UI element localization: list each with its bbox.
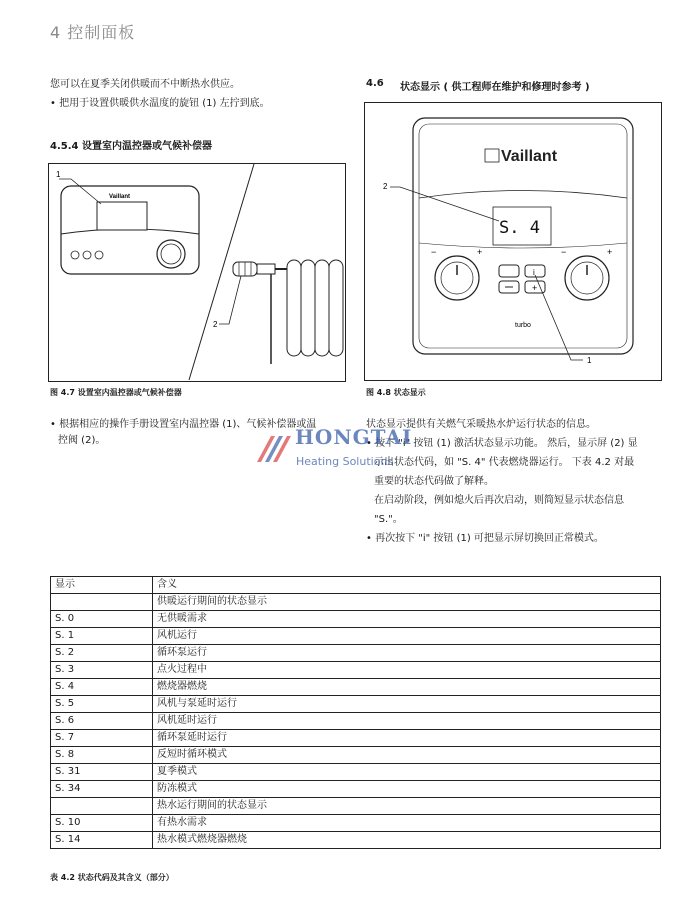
callout-1-label: 1: [56, 170, 61, 179]
table-row: [51, 713, 661, 730]
info-button-bullet-line1: • 按下 "i" 按钮 (1) 激活状态显示功能。 然后，显示屏 (2) 显: [366, 438, 638, 449]
table-row: [51, 764, 661, 781]
status-meaning-cell: 防冻模式: [153, 781, 661, 798]
status-code-cell: S. 5: [51, 696, 153, 713]
table-row: [51, 645, 661, 662]
figure-4-8-caption: 图 4.8 状态显示: [366, 388, 426, 397]
callout-1-label: 1: [587, 356, 592, 365]
table-4-2-caption: 表 4.2 状态代码及其含义（部分）: [50, 873, 174, 882]
status-meaning-cell: 循环泵延时运行: [153, 730, 661, 747]
status-code-cell: S. 2: [51, 645, 153, 662]
table-row: [51, 730, 661, 747]
heating-temperature-knob: [435, 256, 479, 300]
table-row: [51, 696, 661, 713]
svg-text:i: i: [533, 268, 535, 277]
table-row: [51, 628, 661, 645]
svg-text:−: −: [431, 247, 437, 257]
watermark-subtext: Heating Solutions: [296, 455, 394, 468]
watermark-text: HONGTAI: [295, 425, 413, 449]
radiator: [274, 260, 343, 356]
status-display-intro: 状态显示提供有关燃气采暖热水炉运行状态的信息。: [366, 419, 596, 430]
header-meaning: 含义: [153, 577, 661, 594]
section-heading-4-5-4: 4.5.4 设置室内温控器或气候补偿器: [50, 141, 212, 152]
status-meaning-cell: 风机与泵延时运行: [153, 696, 661, 713]
status-code-cell: S. 6: [51, 713, 153, 730]
status-code-cell: S. 14: [51, 832, 153, 849]
thermostat-bullet-line1: • 根据相应的操作手册设置室内温控器 (1)、气候补偿器或温: [50, 419, 317, 430]
status-meaning-cell: 无供暖需求: [153, 611, 661, 628]
table-header-row: [51, 577, 661, 594]
table-row: [51, 781, 661, 798]
thermostatic-valve: [233, 262, 275, 364]
section-number-4-6: 4.6: [366, 78, 384, 89]
status-code-cell: S. 4: [51, 679, 153, 696]
thermostat-bullet-line2: 控阀 (2)。: [58, 435, 106, 446]
startup-note-line1: 在启动阶段，例如熄火后再次启动，则简短显示状态信息: [374, 495, 624, 506]
status-meaning-cell: 有热水需求: [153, 815, 661, 832]
section-heading-4-6: 状态显示 ( 供工程师在维护和修理时参考 ): [400, 82, 590, 93]
status-code-cell: [51, 798, 153, 815]
status-meaning-cell: 风机运行: [153, 628, 661, 645]
table-row: [51, 611, 661, 628]
figure-4-7-caption: 图 4.7 设置室内温控器或气候补偿器: [50, 388, 182, 397]
status-code-cell: S. 1: [51, 628, 153, 645]
status-code-cell: S. 0: [51, 611, 153, 628]
status-code-table: [50, 576, 661, 849]
status-meaning-cell: 供暖运行期间的状态显示: [153, 594, 661, 611]
info-button-bullet-line2: 示出状态代码，如 "S. 4" 代表燃烧器运行。 下表 4.2 对最: [374, 457, 635, 468]
hot-water-temperature-knob: [565, 256, 609, 300]
status-meaning-cell: 热水运行期间的状态显示: [153, 798, 661, 815]
table-row: [51, 832, 661, 849]
header-display: 显示: [51, 577, 153, 594]
status-code-cell: [51, 594, 153, 611]
thermostat-logo: Vaillant: [109, 194, 131, 200]
thermostat-screen: [97, 202, 147, 230]
status-meaning-cell: 燃烧器燃烧: [153, 679, 661, 696]
figure-4-7: [48, 163, 346, 382]
status-meaning-cell: 反短时循环模式: [153, 747, 661, 764]
thermostat-radiator-illustration: [49, 164, 345, 381]
summer-mode-bullet: • 把用于设置供暖供水温度的旋钮 (1) 左拧到底。: [50, 98, 270, 109]
status-display-code: S. 4: [499, 218, 540, 238]
status-meaning-cell: 循环泵运行: [153, 645, 661, 662]
status-meaning-cell: 风机延时运行: [153, 713, 661, 730]
reset-button: [499, 265, 519, 277]
status-code-cell: S. 8: [51, 747, 153, 764]
status-code-cell: S. 31: [51, 764, 153, 781]
table-row: [51, 815, 661, 832]
watermark-logo-icon: [255, 432, 293, 466]
callout-2-label: 2: [383, 182, 388, 191]
figure-4-8: [364, 102, 662, 381]
table-row: [51, 594, 661, 611]
startup-note-line2: "S."。: [374, 514, 403, 525]
status-code-cell: S. 7: [51, 730, 153, 747]
svg-text:+: +: [477, 247, 483, 257]
table-row: [51, 679, 661, 696]
boiler-control-panel-illustration: [365, 103, 661, 380]
svg-text:−: −: [561, 247, 567, 257]
return-normal-bullet: • 再次按下 "i" 按钮 (1) 可把显示屏切换回正常模式。: [366, 533, 604, 544]
svg-text:+: +: [607, 247, 613, 257]
table-row: [51, 662, 661, 679]
svg-text:Vaillant: Vaillant: [501, 148, 558, 165]
status-meaning-cell: 点火过程中: [153, 662, 661, 679]
model-label: turbo: [515, 322, 531, 329]
chapter-title: 4 控制面板: [50, 23, 136, 42]
info-button-bullet-line3: 重要的状态代码做了解释。: [374, 476, 494, 487]
status-code-cell: S. 34: [51, 781, 153, 798]
callout-2-label: 2: [213, 320, 218, 329]
table-row: [51, 798, 661, 815]
status-code-cell: S. 3: [51, 662, 153, 679]
status-meaning-cell: 热水模式燃烧器燃烧: [153, 832, 661, 849]
status-code-cell: S. 10: [51, 815, 153, 832]
status-meaning-cell: 夏季模式: [153, 764, 661, 781]
svg-text:+: +: [532, 283, 538, 293]
summer-mode-paragraph: 您可以在夏季关闭供暖而不中断热水供应。: [50, 79, 240, 90]
table-row: [51, 747, 661, 764]
